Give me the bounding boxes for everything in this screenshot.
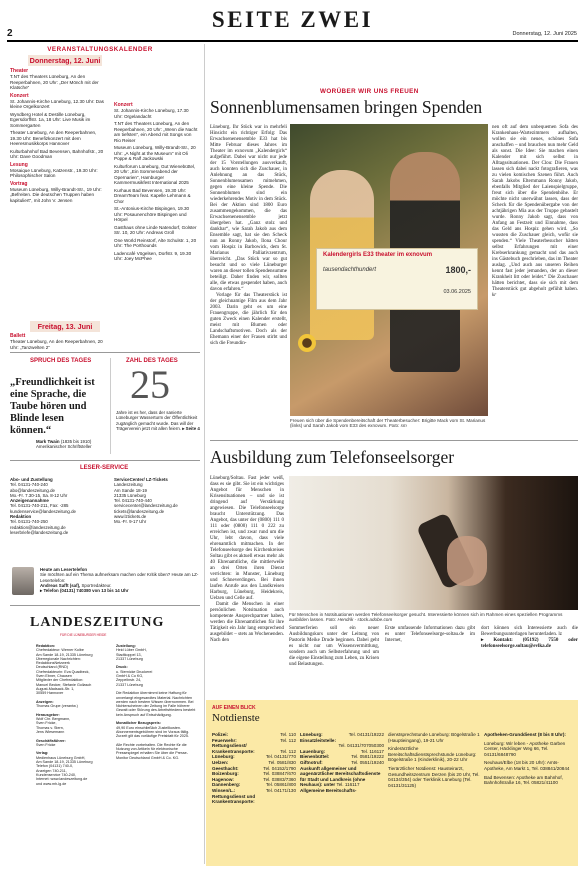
article2-col-2b: Erste umfassende Informationen dazu gibt es unter Telefonseelsorge-soltau.de im Internet, — [385, 626, 475, 643]
zahl-number: 25 — [130, 362, 170, 407]
spruch-author: Mark Twain (1835 bis 1910) Amerikanischer Schriftsteller — [36, 439, 92, 450]
article1-col-2: nen oft auf dem unbequemen Sofa des Krankenhaus-Wartezimmers aufhalten, wollen sie ein neues, schönes Sofa anschaffen – und brauchen nun mehr Geld als sonst. Die Idee: Sie machen einen Kalender mit sich selbst in Alltagssituationen. Der Clou: Die Frauen lassen sich dabei nackt fotografieren, was zu vielen komischen Szenen führt. Auch Sarah Jakobs Elternmann Ronny Jakob, ebenfalls Mitglied der Laienspielgruppe, freut sich über die Spendenhöhe. Er möchte nicht unerwähnt lassen, dass der Scheck für die Spendenübergabe von der achtjährigen Mia aus der Truppe gebastelt wurde. Ronny Jakob sagt, dass von Anfang an Festzeit und Einnahme, dass das Geld ans Hospiz gehen wird. „So wussten die Zuschauer gleich, wofür sie spenden.“ Viele Theaterbesucher hätten selbst Erfahrungen mit einer Krebserkrankung gemacht und das auch ins Gästebuch geschrieben, das im Theater auslag. „Und auch aus unseren Reihen kennt fast jeder jemanden, der an dieser Krankheit litt oder leidet.“ Die Zuschauer hätten berichtet, dass sie sich mit dem Theaterstück gut abgeholt gefühlt haben. kr — [492, 125, 578, 298]
page-number: 2 — [7, 28, 13, 39]
article1-photo — [290, 124, 488, 416]
article2-headline: Ausbildung zum Telefonseelsorger — [210, 447, 455, 467]
notdienste-col-1: Polizei: Tel. 110 Feuerwehr: Tel. 112 Rettungsdienst/ Krankentransporte: Tel. 112 Lüneburg: Tel. 04131/770 Uelzen: Tel. 0581/830 Geesthacht: Tel. 04152/1790 Boizenburg: Tel. 038847/670 Hagenow: Tel. 03883/7360 Dannenberg: Tel. 05861/800 Winsen/L.: Tel. 04171/130 Rettungsdienst und Krankentransporte: — [212, 732, 296, 805]
notdienste-col-4: Apotheken-Grunddienst (8 bis 8 Uhr): Lüneburg: Wir leben - Apotheke Garben Center, Häcklinger Weg 66, Tel. 04131/6848790 Neuhaus/Elbe (18 bis 20 Uhr): Amts-Apotheke, Am Markt 1, Tel. 038841/20844 Bad Bevensen: Apotheke am Bahnhof, Bahnhofstraße 16, Tel. 05821/41100 — [484, 732, 570, 786]
leser-service-heading: LESER-SERVICE — [80, 465, 129, 471]
calendar-col-1b: Ballett Theater Lüneburg, An den Reeperbahnen, 20 Uhr: „Tanzwelten 2“ — [10, 333, 103, 350]
article2-col-1: Lüneburg/Soltau. Fast jeder weiß, dass es sie gibt. Sie ist ein wichtiges Angebot für Menschen in Krisensituationen – und sie ist dringend auf Verstärkung angewiesen. Die Telefonseelsorge braucht Unterstützung. Das Angebot, das unter der (0800) 111 0 111 oder (0800) 111 0 222 zu erreichen ist, und zwar rund um die Uhr, lebt davon, dass viele ehrenamtlich mitmachen. In der Telefonseelsorge des Kirchenkreises Soltau gibt es aktuell etwas mehr als 40 Ehrenamtliche, die mittlerweile an drei Orten ihren Dienst verrichten: in Munster, Lüneburg und Schneverdingen. Bei ihnen laufen Anrufe aus den Landkreisen Harburg, Lüneburg, Heidekreis, Uelzen und Celle auf. Damit die Menschen in einer persönlichen Notsituation auch kompetente Ansprechpartner haben, werden die Ehrenamtlichen für ihre Tätigkeit ein Jahr lang entsprechend ausgebildet – stets an Wochenenden. Nach den — [210, 476, 284, 643]
article2-col-3: dort können sich Interessierte auch die Bewerbungsunterlagen herunterladen. lz ▸ Kontakt: (05192) 7550 oder telefonseelsorge.soltau@evlka.de — [481, 626, 578, 649]
page-title: SEITE ZWEI — [211, 7, 374, 32]
notdienste-kicker: AUF EINEN BLICK — [212, 705, 256, 711]
article1-headline: Sonnenblumensamen bringen Spenden — [210, 97, 483, 117]
notdienste-col-3: dienstsprechstunde Lüneburg: Bögelstraße 1 (Hauptieingang), 19-21 Uhr Kinderärztliche Bereitschaftsdienstsprechstunde Lüneburg: Bögelstraße 1 (Kinderklinik), 20-22 Uhr Tierärztlicher Notdienst: Hausteirarzt, Gesundheitszentrum Derzen (bis 20 Uhr, Tel. 04134/354) oder Tierklinik Lüneburg (Tel. 04131/31125) — [388, 732, 480, 788]
impressum-logo-sub: FÜR DIE LÜNEBURGER HEIDE — [60, 633, 107, 637]
lesertelefon: Heute am Lesertelefon Sie möchten auf ein Thema aufmerksam machen oder Kritik üben? Heute am LZ-Lesertelefon: Andreas Safft (saf), Sportredakteur. ▸ Telefon (04131) 740380 von 13 bis 14 Uhr — [40, 567, 199, 594]
zahl-text: Jahre ist es her, dass der sanierte Lüneburger Wasserturm der Öffentlichkeit zugänglich gemacht wurde. Das will der Trägerverein jetzt mit allen feiern. ▸ Seite 4 — [116, 410, 200, 431]
hand-shape — [447, 536, 487, 586]
notdienste-title: Notdienste — [212, 712, 260, 724]
article1-col-1: Lüneburg. Ihr Stück war in mehrfeli Hinsicht ein richtiger Erfolg: Das Erwachsenenensemble E33 hat bis Mitte Februar dieses Jahres im Theater im exnovum „Kalendergirls“ aufgeführt. Dabei war nicht nur jede der 15 Vorstellungen ausverkauft, auch konnten sich die Zuschauer, in Anlehnung an das Stück, Sonnenblumensamen mitnehmen, gegen eine kleine Spende. Die Sonnenblumen sind ein wiederkehrendes Motiv in dem Stück. Bei der Aktion sind 1800 Euro zusammengekommen, die das Erwachsenenensemble jetzt übergeben hat. „Ganz stolz und dankbar“, wie Sarah Jakob aus dem Ensemble sagt, hat sie den Scheck nun an Ronny Jakob, Ilona Chour vom Hospiz in Barbowick, dem St. Marianus Palliativzentrum, überreicht. „Das Stück war so gut besucht und so viele Lüneburger waren an dieser tollen Spendensumme beteiligt. Daher finden wir, sollten alle, die etwas gespendet haben, auch davon erfahren.“ Vorlage für das Theaterstück ist der gleichnamige Film aus dem Jahr 2003. Darin geht es um eine Frauengruppe, die jährlich für den guten Zweck einen Kalender erstellt, meist mit Blumen oder Landschaftsmotiven. Doch als der Ehemann einer der Frauen stirbt und sich die Freundin- — [210, 125, 287, 346]
impressum-col-1: Redaktion: Chefredakteur: Werner Kolbe Am Sande 18-19, 21335 Lüneburg Überregionale Nachrichten: RedaktionsNetzwerk Deutschland (RND) Chefredakteurin: Eva Quadbeck, Sven Ebner, Chausen Mitglieder der Chefredaktion: Manuel Becker, Stefanie Gollasch August-Madsack-Str. 1, 30559 Hannover Anzeigen: Thomas Grupe (verantw.) Herausgeber: Wolf Chr. Bergmann, Sven Fricke, Thomas v. Stern, Jens Wiesemann Geschäftsführer: Sven Fricke Verlag: Medienhaus Lüneburg GmbH, Am Sande 18-19, 21335 Lüneburg Telefon (04131) 740-0, Anzeigen 740-211, Kundenservice 740-240, Internet: www.landeszeitung.de und www.mh-lg.de — [36, 644, 93, 786]
spruch-quote: „Freundlichkeit ist eine Sprache, die Taube hören und Blinde lesen können.“ — [10, 377, 95, 436]
zahl-heading: ZAHL DES TAGES — [126, 358, 178, 364]
spruch-heading: SPRUCH DES TAGES — [30, 358, 92, 364]
page-date: Donnerstag, 12. Juni 2025 — [512, 31, 577, 37]
article2-photo — [289, 476, 578, 610]
article2-col-2: Sommerferien soll ein neuer Ausbildungskurs unter der Leitung von Pastorin Meike Drude beginnen. Dabei geht es nicht nur um Wissensvermittlung, sondern auch um Selbsterfahrung und um die eigene Einstellung zum Leben, zu Krisen und Belastungen. — [289, 626, 379, 667]
impressum-logo: LANDESZEITUNG — [30, 615, 165, 630]
calendar-col-2: Konzert St. Johannis-Kirche Lüneburg, 17.30 Uhr: Orgelandacht T.NT des Theaters Lüneburg, An den Reeperbahnen, 20 Uhr: „Wenn die Nacht am tiefsten“, ein Abend mit Songs von Rio Reiser Museum Lüneburg, Willy-Brandt-Str., 20 Uhr: „A Night at the Museum“ mit Oli Poppe & Ralf Jackowski Kulturforum Lüneburg, Gut Wienebüttel, 20 Uhr: „Ein Sommerabend der Opernarien“, Hamburger Kammermusikfest International 2025 Kurhaus Bad Bevensen, 19.30 Uhr: DreamTeam feat. Kapelle Lehmann & Chor St.-Antonius-Kirche Bispingen, 19.30 Uhr: Posaunenchöre Bispingen und Hörpel Gasthaus ohne Linde Natendorf, Golster Str. 10, 20 Uhr: Andreas Groll One World Reinstorf, Alte Schulstr. 1, 20 Uhr: The Porthounds Ladencafé Vögelsen, Dorfstr. 9, 19.30 Uhr: Joey McPhee — [114, 102, 198, 261]
sunflower-icon — [298, 334, 316, 352]
leser-service-left: Abo- und Zustellung Tel. 04131-740-240 abo@landeszeitung.de Mo.-Fr. 7.30-15, Sa. 8-12 Uhr Anzeigenannahme Tel. 04131-740-211, Fax: -285 kundenservice@landeszeitung.de Redaktion Tel. 04131-740-250 redaktion@landeszeitung.de leserbriefe@landeszeitung.de — [10, 477, 76, 535]
leser-service-right: ServiceCenter/ LZ-Tickets Landeszeitung Am Sande 18-19 21335 Lüneburg Tel. 04131-740-440 servicecenter@landeszeitung.de tickets@landeszeitung.de www.lztickets.de Mo.-Fr. 9-17 Uhr — [114, 477, 178, 525]
impressum-col-2: Zustellung: Heid Lüber GmbH, Stadtkoppel 13, 21337 Lüneburg Druck: u. Sternicke Druckerei GmbH & Co KG, Zeppelinstr. 24, 21337 Lüneburg Die Redaktion übernimmt keine Haftung für unverlangt eingesandtes Material. Nachrichten werden nach bestem Wissen übernommen. Bei Nichterscheinen der Zeitung im Falle höherer Gewalt oder Störung des Arbeitsfriedens besteht kein Anspruch auf Entschädigung. Monatlicher Bezugspreis: 49,90 Euro einschließlich Zustellkosten. Abonnementsgebühren sind im Voraus fällig. Zurzeit gilt das vorläufige Preisblatt für 2025. Alle Rechte vorbehalten. Die Rechte für die Nutzung von Artikeln für elektronische Pressespiegel erhalten Sie über die Presse-Monitor Deutschland GmbH & Co. KG. — [116, 644, 196, 760]
avatar — [12, 567, 34, 595]
article1-kicker: WORÜBER WIR UNS FREUEN — [320, 88, 419, 95]
article1-caption: Freuen sich über die Spendenbereitschaft der Theaterbesucher: Brigitte Mack vom St. Marianus (links) und Sarah Jakob vom E33 des exnovum. Foto: sm — [290, 418, 486, 429]
calendar-day-2: Freitag, 13. Juni — [30, 321, 100, 332]
calendar-day-1: Donnerstag, 12. Juni — [29, 56, 101, 65]
article2-caption: Für Menschen in Notsituationen werden Telefonseelsorger gesucht. Interessierte können sich im Rahmen eines speziellen Programms ausbilden lassen. Foto: Hendrik - stock.adobe.com — [289, 612, 563, 623]
calendar-heading: VERANSTALTUNGSKALENDER — [47, 46, 153, 53]
calendar-col-1: Theater T.NT des Theaters Lüneburg, An den Reeperbahnen, 20 Uhr: „Der Mönch mit der Klatsche“ Konzert St. Johannis-Kirche Lüneburg, 12.30 Uhr: Das kleine Orgelkonzert Wyndberg Hotel & Destille Lüneburg, Egersdorffstr. 1a, 18 Uhr: Live Musik im Sommergarten Theater Lüneburg, An den Reeperbahnen, 19.30 Uhr: Benefizkonzert mit dem Heeresmusikkorps Hannover Kulturbahnhof Bad Bevensen, Bahnhofstr., 20 Uhr: Dave Goodman Lesung Mosaique Lüneburg, Katzenstr., 19.30 Uhr: Philosophischer Salon Vortrag Museum Lüneburg, Willy-Brandt-Str., 19 Uhr: „Befreiten. Die deutschen Truppen haben kapituliert“, mit John V. Jensen — [10, 68, 104, 203]
check-card: Kalendergirls E33 theater im exnovum tausendachthundert 1800,- 03.06.2025 — [316, 248, 478, 310]
notdienste-col-2: Lüneburg: Tel. 04131/19222 Einsatzleitstelle: Tel. 04131/707050300 Lauenburg: Tel. 116117 Bienenbüttel: Tel. 0581/19222 Giftnotruf: Tel. 0551/19240 Auskunft allgemeiner und augenärztlicher Bereitschaftsdienste für Stadt und Landkreis (ohne Neuhaus): unter Tel. 116117 Allgemeine Bereitschafts- — [300, 732, 384, 793]
